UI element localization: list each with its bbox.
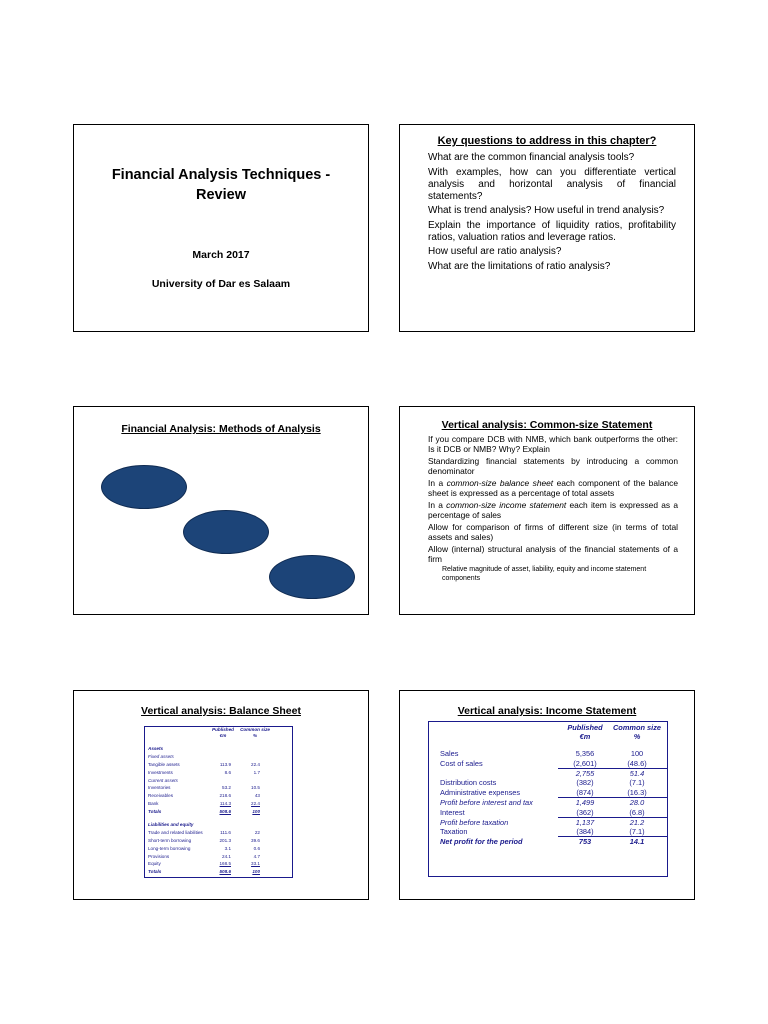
row-label: Investments bbox=[148, 769, 173, 775]
common-size-value: 33.1 bbox=[251, 861, 260, 867]
common-size-value: 100 bbox=[252, 869, 260, 875]
published-value: (874) bbox=[576, 788, 594, 798]
row-label: Sales bbox=[440, 749, 459, 758]
slide-title bbox=[73, 124, 369, 332]
table-row bbox=[440, 788, 666, 798]
published-value: 53.2 bbox=[222, 785, 231, 791]
table-header bbox=[148, 727, 290, 742]
slide-balance-sheet bbox=[73, 690, 369, 900]
header-line: €m bbox=[579, 732, 591, 741]
text-fragment: each item is expressed as a percentage of sales bbox=[428, 500, 678, 520]
row-label: Provisions bbox=[148, 853, 170, 859]
header-line: €m bbox=[219, 732, 227, 738]
slide-heading: Financial Analysis: Methods of Analysis bbox=[121, 423, 321, 435]
published-value: 111.6 bbox=[220, 829, 231, 835]
question-item: Explain the importance of liquidity ratios, profitability ratios, valuation ratios and leverage ratios. bbox=[428, 219, 676, 243]
row-label: Interest bbox=[440, 807, 465, 817]
table-row bbox=[148, 770, 290, 778]
published-value: 113.9 bbox=[219, 761, 231, 767]
bullet-list bbox=[428, 434, 678, 585]
published-value: (382) bbox=[576, 778, 594, 788]
common-size-value: 0.6 bbox=[253, 845, 260, 851]
row-label: Receivables bbox=[148, 793, 174, 799]
emphasis: common-size balance sheet bbox=[446, 478, 554, 488]
question-item: What is trend analysis? How useful in trend analysis? bbox=[428, 205, 665, 216]
common-size-value: (48.6) bbox=[627, 758, 647, 768]
slide-heading: Vertical analysis: Income Statement bbox=[457, 705, 637, 717]
common-size-value: 39.6 bbox=[251, 837, 260, 843]
published-value: 1,499 bbox=[575, 797, 595, 807]
question-item: What are the limitations of ratio analysis? bbox=[428, 260, 611, 272]
published-value: (384) bbox=[576, 827, 594, 837]
slide-income-statement bbox=[399, 690, 695, 900]
row-label: Short-term borrowing bbox=[148, 837, 192, 843]
method-ellipse-1 bbox=[101, 465, 187, 509]
common-size-value: (7.1) bbox=[629, 827, 645, 837]
text-fragment: In a bbox=[428, 500, 447, 510]
question-list bbox=[428, 152, 676, 275]
published-value: 753 bbox=[578, 837, 592, 847]
table-row bbox=[440, 808, 666, 818]
common-size-value: 1.7 bbox=[253, 769, 260, 775]
question-item: With examples, how can you differentiate vertical analysis and horizontal analysis of financial statements? bbox=[428, 166, 676, 202]
slide-methods-of-analysis bbox=[73, 406, 369, 615]
title-line-2: Review bbox=[196, 187, 246, 203]
header-line: Published bbox=[567, 723, 603, 732]
published-value: 218.6 bbox=[219, 793, 231, 799]
common-size-value: 22.4 bbox=[251, 801, 260, 807]
bullet-item: Allow for comparison of firms of different size (in terms of total assets and sales) bbox=[428, 522, 678, 542]
table-row bbox=[148, 746, 290, 754]
row-label: Liabilities and equity bbox=[148, 822, 194, 828]
common-size-value: 100 bbox=[630, 749, 644, 758]
header-line: % bbox=[633, 732, 641, 741]
row-label: Net profit for the period bbox=[440, 837, 523, 847]
slide-key-questions bbox=[399, 124, 695, 332]
table-row bbox=[148, 854, 290, 862]
question-item: What are the common financial analysis tools? bbox=[428, 152, 635, 163]
published-value: 168.5 bbox=[219, 861, 231, 867]
table-row bbox=[440, 798, 666, 808]
table-row bbox=[148, 838, 290, 846]
table-row bbox=[148, 754, 290, 762]
question-item: How useful are ratio analysis? bbox=[428, 246, 562, 257]
column-header-common-size bbox=[239, 727, 271, 738]
header-line: Common size bbox=[240, 727, 270, 732]
published-value: 201.3 bbox=[219, 837, 231, 843]
slide-heading: Vertical analysis: Balance Sheet bbox=[141, 705, 301, 717]
common-size-value: 28.0 bbox=[629, 797, 645, 807]
published-value: 8.6 bbox=[224, 769, 231, 775]
row-label: Assets bbox=[148, 746, 164, 751]
common-size-value: (7.1) bbox=[629, 778, 645, 788]
bullet-item: Standardizing financial statements by introducing a common denominator bbox=[428, 456, 678, 476]
table-row bbox=[440, 818, 666, 828]
column-header-common-size bbox=[612, 723, 662, 741]
common-size-value: 51.4 bbox=[629, 768, 645, 778]
table-row bbox=[148, 801, 290, 809]
row-label: Totals bbox=[148, 809, 162, 815]
common-size-value: (6.8) bbox=[629, 807, 645, 817]
table-row bbox=[440, 778, 666, 788]
header-line: Published bbox=[212, 727, 234, 732]
presentation-title bbox=[74, 165, 368, 205]
common-size-value: 21.2 bbox=[629, 817, 645, 827]
table-row bbox=[440, 837, 666, 847]
published-value: 114.3 bbox=[219, 801, 231, 807]
row-label: Cost of sales bbox=[440, 758, 483, 768]
table-row bbox=[440, 769, 666, 779]
table-row bbox=[148, 809, 290, 817]
bullet-item: If you compare DCB with NMB, which bank outperforms the other: Is it DCB or NMB? Why? Explain bbox=[428, 434, 678, 454]
row-label: Trade and related liabilities bbox=[148, 829, 203, 835]
table-row bbox=[148, 861, 290, 869]
published-value: 2,755 bbox=[575, 768, 595, 778]
table-row bbox=[148, 762, 290, 770]
row-label: Administrative expenses bbox=[440, 788, 521, 798]
table-header bbox=[440, 723, 666, 749]
row-label: Long-term borrowing bbox=[148, 845, 191, 851]
common-size-value: (16.3) bbox=[627, 788, 647, 798]
bullet-item: Allow (internal) structural analysis of the financial statements of a firm bbox=[428, 544, 678, 564]
common-size-value: 43 bbox=[254, 793, 260, 799]
method-ellipse-2 bbox=[183, 510, 269, 554]
table-row bbox=[440, 827, 666, 837]
row-label: Equity bbox=[148, 861, 161, 867]
row-label: Fixed assets bbox=[148, 753, 174, 759]
table-row bbox=[148, 830, 290, 838]
header-line: % bbox=[252, 732, 258, 738]
income-statement-table bbox=[440, 723, 666, 847]
published-value: 508.6 bbox=[219, 809, 231, 815]
row-label: Totals bbox=[148, 869, 162, 875]
presentation-university: University of Dar es Salaam bbox=[151, 278, 291, 290]
common-size-value: 100 bbox=[252, 809, 260, 815]
published-value: (362) bbox=[576, 807, 594, 817]
table-row bbox=[148, 778, 290, 786]
header-line: Common size bbox=[612, 723, 662, 732]
title-line-1: Financial Analysis Techniques - bbox=[111, 167, 331, 183]
slide-heading: Vertical analysis: Common-size Statement bbox=[441, 419, 653, 431]
common-size-value: 14.1 bbox=[629, 837, 645, 847]
sub-bullet-item: Relative magnitude of asset, liability, equity and income statement components bbox=[442, 566, 647, 582]
bullet-item bbox=[428, 500, 678, 520]
row-label: Tangible assets bbox=[148, 761, 180, 767]
published-value: 5,356 bbox=[575, 749, 595, 758]
column-header-published bbox=[560, 723, 610, 741]
row-label: Profit before interest and tax bbox=[440, 797, 533, 807]
row-label: Distribution costs bbox=[440, 778, 497, 788]
slide-common-size-statement bbox=[399, 406, 695, 615]
table-row bbox=[148, 785, 290, 793]
table-row bbox=[148, 846, 290, 854]
common-size-value: 10.5 bbox=[251, 785, 260, 791]
table-row bbox=[440, 759, 666, 769]
balance-sheet-table bbox=[148, 727, 290, 877]
presentation-date: March 2017 bbox=[192, 249, 250, 261]
column-header-published bbox=[208, 727, 238, 738]
row-label: Bank bbox=[148, 801, 159, 807]
row-label: Taxation bbox=[440, 827, 468, 837]
table-row bbox=[148, 869, 290, 877]
published-value: 24.1 bbox=[222, 853, 231, 859]
text-fragment: In a bbox=[428, 478, 447, 488]
published-value: (2,601) bbox=[573, 758, 597, 768]
text-fragment: each component of the balance sheet is expressed as a percentage of total assets bbox=[428, 478, 678, 498]
published-value: 3.1 bbox=[224, 845, 231, 851]
emphasis: common-size income statement bbox=[446, 500, 567, 510]
row-label: Current assets bbox=[148, 777, 178, 783]
common-size-value: 22.4 bbox=[251, 761, 260, 767]
method-ellipse-3 bbox=[269, 555, 355, 599]
slide-heading: Key questions to address in this chapter? bbox=[437, 135, 657, 147]
common-size-value: 4.7 bbox=[253, 853, 260, 859]
table-row bbox=[148, 822, 290, 830]
row-label: Profit before taxation bbox=[440, 817, 509, 827]
common-size-value: 22 bbox=[254, 829, 260, 835]
row-label: Inventories bbox=[148, 785, 171, 791]
table-row bbox=[148, 793, 290, 801]
published-value: 1,137 bbox=[575, 817, 595, 827]
published-value: 508.6 bbox=[219, 869, 231, 875]
bullet-item bbox=[428, 478, 678, 498]
table-row bbox=[440, 749, 666, 759]
